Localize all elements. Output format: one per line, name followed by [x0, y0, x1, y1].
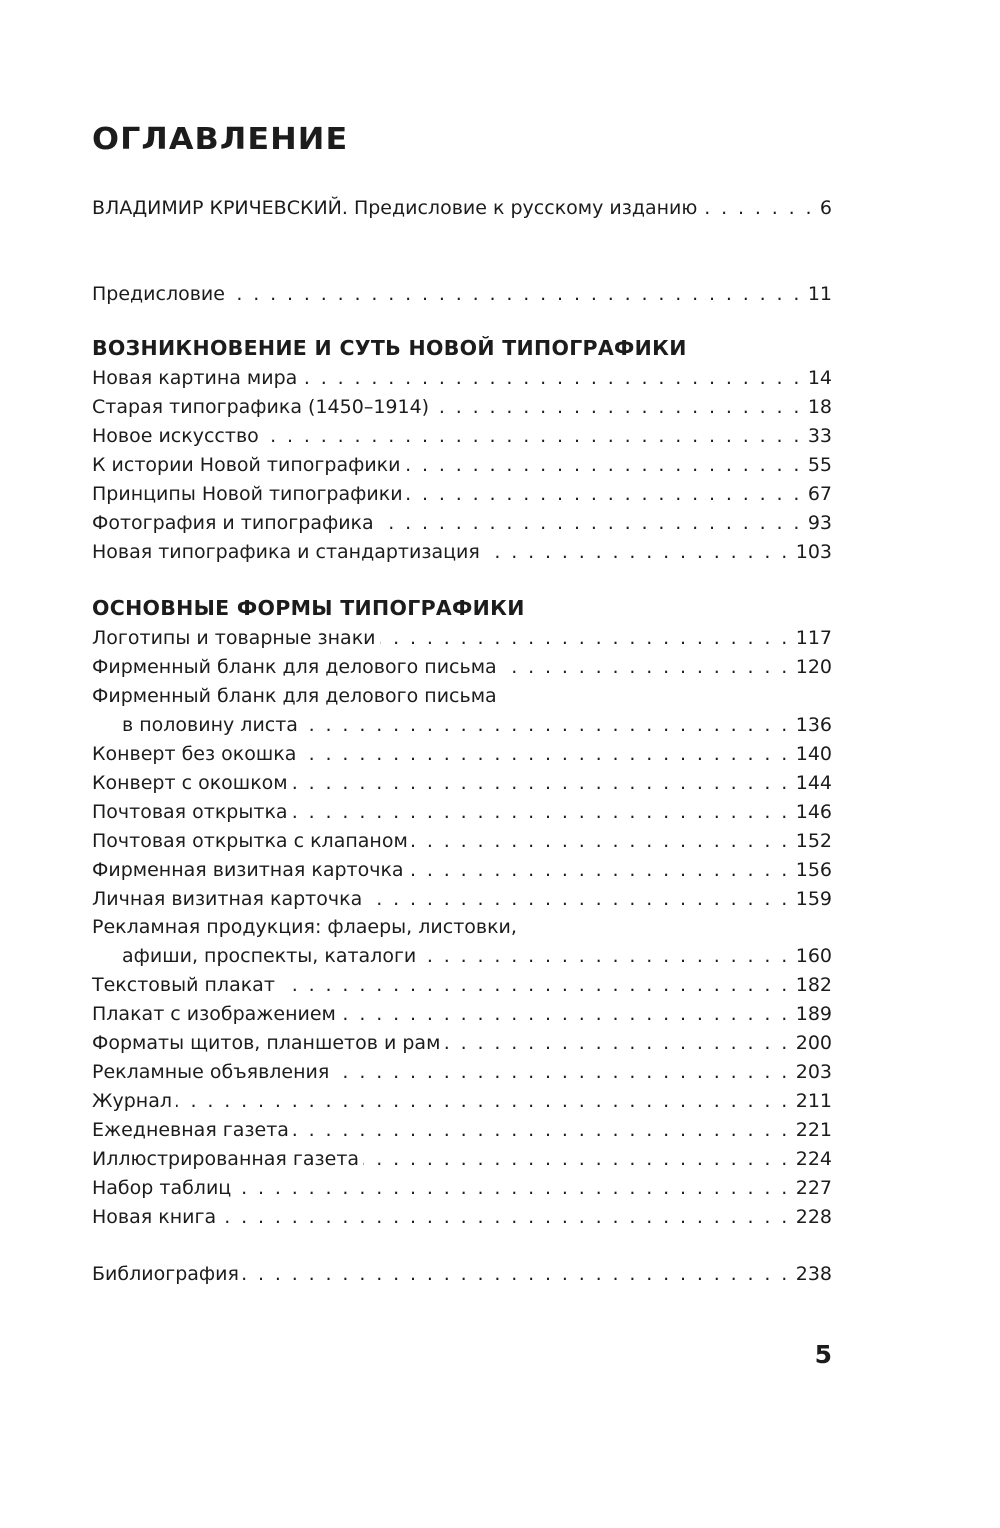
dot-leader [380, 625, 790, 651]
toc-page-number: 211 [795, 1090, 832, 1112]
toc-entry[interactable] [92, 940, 832, 969]
toc-page-number: 103 [795, 541, 832, 563]
toc-entry-label: Библиография [92, 1263, 239, 1285]
dot-leader [501, 654, 790, 680]
toc-page-number: 203 [795, 1061, 832, 1083]
toc-page-number: 67 [807, 483, 832, 505]
toc-entry[interactable] [92, 1201, 832, 1230]
toc-entry[interactable] [92, 796, 832, 825]
toc-page-number: 200 [795, 1032, 832, 1054]
toc-entry-label: Журнал [92, 1090, 172, 1112]
toc-page-number: 228 [795, 1206, 832, 1228]
toc-entry-bibliography[interactable] [92, 1258, 832, 1287]
toc-page-number: 120 [795, 656, 832, 678]
dot-leader [420, 943, 789, 969]
toc-entry-label: Новая типографика и стандартизация [92, 541, 480, 563]
toc-page-number: 140 [795, 743, 832, 765]
toc-page-number: 117 [795, 627, 832, 649]
dot-leader [333, 1059, 789, 1085]
section-title: ОСНОВНЫЕ ФОРМЫ ТИПОГРАФИКИ [92, 596, 525, 620]
dot-leader [263, 423, 802, 449]
toc-page-number: 182 [795, 974, 832, 996]
toc-entry[interactable] [92, 362, 832, 391]
toc-entry[interactable] [92, 998, 832, 1027]
toc-entry-label: Форматы щитов, планшетов и рам [92, 1032, 441, 1054]
toc-page-number: 238 [795, 1263, 832, 1285]
toc-page-number: 18 [807, 396, 832, 418]
toc-entry-label: Рекламные объявления [92, 1061, 330, 1083]
toc-entry-label: в половину листа [122, 714, 298, 736]
toc-entry-label: Принципы Новой типографики [92, 483, 403, 505]
toc-entry-foreword[interactable] [92, 278, 832, 307]
dot-leader [302, 712, 790, 738]
toc-entry-label: афиши, проспекты, каталоги [122, 945, 417, 967]
toc-entry-foreword-ru[interactable] [92, 192, 832, 221]
toc-page-number: 227 [795, 1177, 832, 1199]
toc-entry-label: Плакат с изображением [92, 1003, 336, 1025]
toc-entry[interactable] [92, 883, 832, 912]
toc-page-number: 14 [807, 367, 832, 389]
toc-entry-label: Фотография и типографика [92, 512, 374, 534]
toc-page [92, 0, 832, 1528]
toc-entry[interactable] [92, 1143, 832, 1172]
toc-entry-label: Новая книга [92, 1206, 217, 1228]
dot-leader [243, 1261, 790, 1287]
toc-entry[interactable] [92, 1085, 832, 1114]
dot-leader [340, 1001, 790, 1027]
dot-leader [412, 828, 790, 854]
toc-entry[interactable] [92, 391, 832, 420]
dot-leader [407, 481, 802, 507]
dot-leader [378, 510, 802, 536]
toc-page-number: 11 [807, 283, 832, 305]
dot-leader [408, 857, 790, 883]
dot-leader [292, 799, 790, 825]
toc-entry[interactable] [92, 651, 832, 680]
toc-entry[interactable] [92, 969, 832, 998]
page-title: ОГЛАВЛЕНИЕ [92, 122, 349, 157]
toc-entry-label-line1: Рекламная продукция: флаеры, листовки, [92, 916, 517, 938]
toc-entry-label: Почтовая открытка с клапаном [92, 830, 408, 852]
toc-entry-label: Конверт с окошком [92, 772, 288, 794]
toc-page-number: 93 [807, 512, 832, 534]
toc-entry[interactable] [92, 622, 832, 651]
toc-entry[interactable] [92, 536, 832, 565]
toc-entry-label: Почтовая открытка [92, 801, 288, 823]
dot-leader [293, 1117, 790, 1143]
toc-page-number: 6 [819, 197, 832, 219]
toc-page-number: 159 [795, 888, 832, 910]
toc-entry-label: Новая картина мира [92, 367, 298, 389]
toc-page-number: 152 [795, 830, 832, 852]
toc-entry[interactable] [92, 709, 832, 738]
dot-leader [701, 195, 814, 221]
dot-leader [300, 741, 789, 767]
toc-entry-label: Личная визитная карточка [92, 888, 363, 910]
toc-entry[interactable] [92, 478, 832, 507]
toc-entry-label: Ежедневная газета [92, 1119, 289, 1141]
toc-page-number: 144 [795, 772, 832, 794]
dot-leader [220, 1204, 790, 1230]
toc-page-number: 136 [795, 714, 832, 736]
dot-leader [301, 365, 802, 391]
toc-page-number: 221 [795, 1119, 832, 1141]
toc-entry-label: Текстовый плакат [92, 974, 275, 996]
toc-entry-label: Предисловие [92, 283, 225, 305]
toc-entry[interactable] [92, 825, 832, 854]
dot-leader [366, 886, 790, 912]
toc-page-number: 55 [807, 454, 832, 476]
dot-leader [279, 972, 790, 998]
toc-entry-label: Фирменный бланк для делового письма [92, 656, 497, 678]
dot-leader [405, 452, 802, 478]
dot-leader [292, 770, 790, 796]
dot-leader [235, 1175, 790, 1201]
toc-entry-label: Старая типографика (1450–1914) [92, 396, 430, 418]
dot-leader [444, 1030, 789, 1056]
toc-page-number: 33 [807, 425, 832, 447]
dot-leader [433, 394, 802, 420]
toc-entry[interactable] [92, 1056, 832, 1085]
toc-page-number: 156 [795, 859, 832, 881]
toc-entry-label-line1: Фирменный бланк для делового письма [92, 685, 497, 707]
toc-page-number: 189 [795, 1003, 832, 1025]
toc-entry[interactable] [92, 1027, 832, 1056]
dot-leader [484, 539, 790, 565]
toc-entry[interactable] [92, 1114, 832, 1143]
toc-page-number: 160 [795, 945, 832, 967]
toc-entry[interactable] [92, 738, 832, 767]
toc-entry[interactable] [92, 767, 832, 796]
toc-entry[interactable] [92, 854, 832, 883]
dot-leader [176, 1088, 790, 1114]
toc-entry[interactable] [92, 1172, 832, 1201]
dot-leader [363, 1146, 790, 1172]
toc-entry[interactable] [92, 449, 832, 478]
toc-entry-label: Иллюстрированная газета [92, 1148, 360, 1170]
toc-entry-label: Фирменная визитная карточка [92, 859, 404, 881]
toc-entry[interactable] [92, 420, 832, 449]
page-number: 5 [814, 1340, 832, 1369]
toc-page-number: 224 [795, 1148, 832, 1170]
section-title: ВОЗНИКНОВЕНИЕ И СУТЬ НОВОЙ ТИПОГРАФИКИ [92, 336, 687, 360]
toc-entry-label: ВЛАДИМИР КРИЧЕВСКИЙ. Предисловие к русскому изданию [92, 197, 698, 219]
toc-page-number: 146 [795, 801, 832, 823]
dot-leader [229, 281, 802, 307]
toc-entry[interactable] [92, 507, 832, 536]
toc-entry-label: Новое искусство [92, 425, 259, 447]
toc-entry-label: Логотипы и товарные знаки [92, 627, 376, 649]
toc-entry-label: К истории Новой типографики [92, 454, 401, 476]
toc-entry-label: Набор таблиц [92, 1177, 232, 1199]
toc-entry-label: Конверт без окошка [92, 743, 297, 765]
